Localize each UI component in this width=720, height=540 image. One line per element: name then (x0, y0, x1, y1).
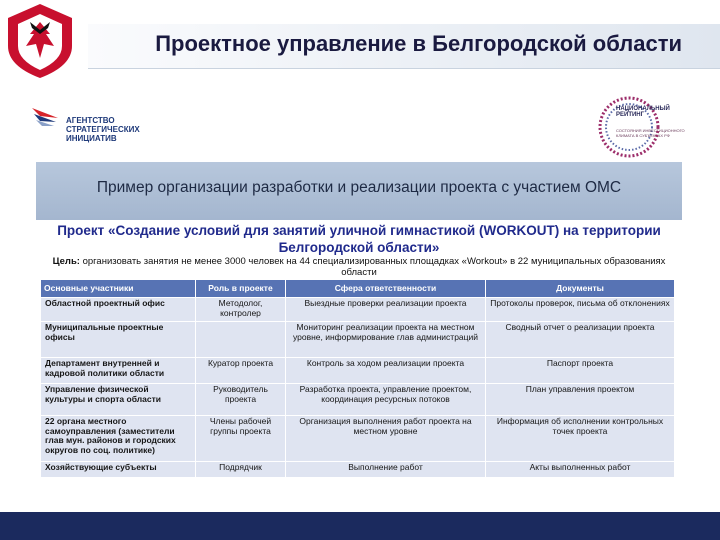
national-rating-logo (596, 94, 686, 160)
column-header: Роль в проекте (196, 280, 286, 298)
docs-cell: План управления проектом (486, 384, 675, 416)
docs-cell: Паспорт проекта (486, 358, 675, 384)
participant-cell: Департамент внутренней и кадровой политики области (41, 358, 196, 384)
footer-bar (0, 512, 720, 540)
project-goal (36, 256, 682, 278)
table-row (41, 358, 675, 384)
docs-cell: Акты выполненных работ (486, 462, 675, 478)
column-header: Сфера ответственности (286, 280, 486, 298)
rating-logo-subtext: СОСТОЯНИЯ ИНВЕСТИЦИОННОГО КЛИМАТА В СУБЪЕКТАХ РФ (616, 128, 685, 138)
participant-cell: Муниципальные проектные офисы (41, 322, 196, 358)
scope-cell: Контроль за ходом реализации проекта (286, 358, 486, 384)
table-row (41, 462, 675, 478)
role-cell: Методолог, контролер (196, 298, 286, 322)
project-title: Проект «Создание условий для занятий уличной гимнастикой (WORKOUT) на территории Белгородской области» (57, 223, 661, 255)
table-row (41, 298, 675, 322)
role-cell: Члены рабочей группы проекта (196, 416, 286, 462)
section-band-title: Пример организации разработки и реализации проекта с участием ОМС (96, 179, 622, 196)
column-header: Основные участники (41, 280, 196, 298)
docs-cell: Сводный отчет о реализации проекта (486, 322, 675, 358)
role-cell: Руководитель проекта (196, 384, 286, 416)
page-title: Проектное управление в Белгородской области (155, 31, 682, 56)
participant-cell: Хозяйствующие субъекты (41, 462, 196, 478)
participant-cell: Управление физической культуры и спорта области (41, 384, 196, 416)
role-cell: Подрядчик (196, 462, 286, 478)
table-row (41, 416, 675, 462)
table-header-row (41, 280, 675, 298)
scope-cell: Организация выполнения работ проекта на местном уровне (286, 416, 486, 462)
table-row (41, 384, 675, 416)
docs-cell: Информация об исполнении контрольных точек проекта (486, 416, 675, 462)
asi-logo-text: АГЕНТСТВО СТРАТЕГИЧЕСКИХ ИНИЦИАТИВ (66, 116, 140, 143)
goal-text: организовать занятия не менее 3000 человек на 44 специализированных площадках «Workout» в 22 муниципальных образованиях области (82, 256, 666, 278)
docs-cell: Протоколы проверок, письма об отклонениях (486, 298, 675, 322)
participant-cell: 22 органа местного самоуправления (заместители глав мун. районов и городских округов по соц. политике) (41, 416, 196, 462)
regional-emblem-icon (0, 0, 80, 80)
scope-cell: Разработка проекта, управление проектом, координация ресурсных потоков (286, 384, 486, 416)
header-bar (88, 24, 720, 69)
asi-arrow-icon (30, 104, 60, 134)
rating-ring-icon (596, 94, 662, 160)
role-cell (196, 322, 286, 358)
participants-table (40, 279, 675, 478)
scope-cell: Выполнение работ (286, 462, 486, 478)
goal-label: Цель: (52, 256, 80, 267)
scope-cell: Мониторинг реализации проекта на местном уровне, информирование глав администраций (286, 322, 486, 358)
asi-logo (30, 102, 190, 150)
column-header: Документы (486, 280, 675, 298)
role-cell: Куратор проекта (196, 358, 286, 384)
rating-logo-text: НАЦИОНАЛЬНЫЙ РЕЙТИНГ (616, 106, 670, 118)
scope-cell: Выездные проверки реализации проекта (286, 298, 486, 322)
section-band (36, 162, 682, 220)
participant-cell: Областной проектный офис (41, 298, 196, 322)
table-row (41, 322, 675, 358)
